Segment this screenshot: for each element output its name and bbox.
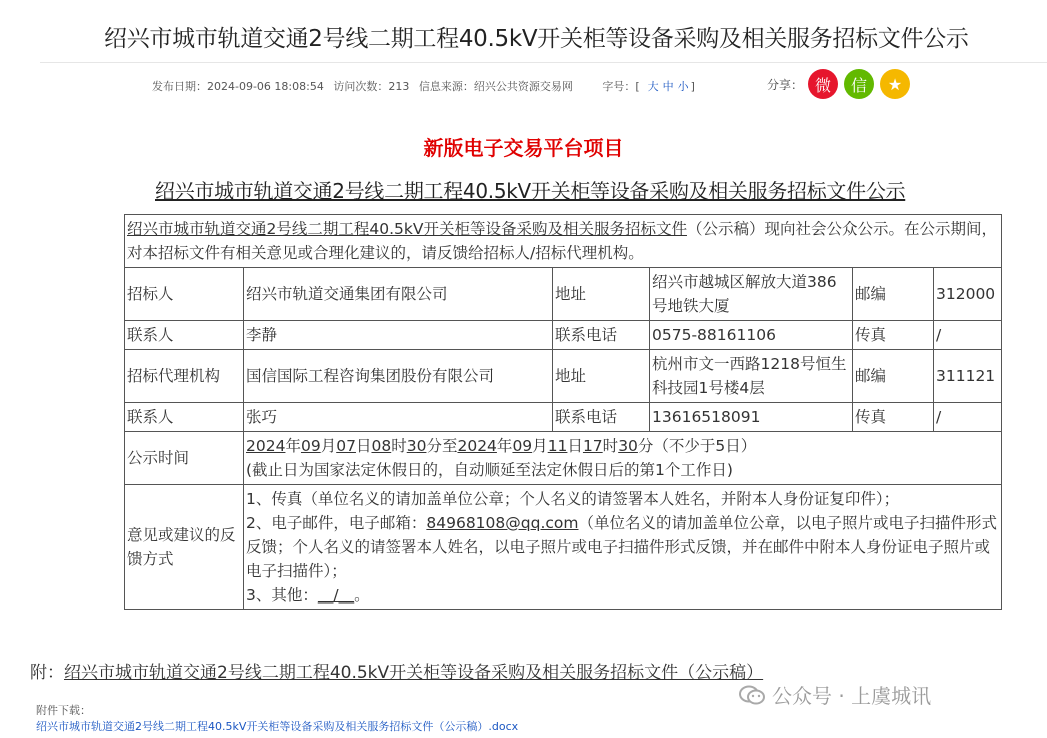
period-text: 时	[602, 437, 619, 455]
tenderer-phone: 0575-88161106	[650, 321, 853, 350]
agency-phone: 13616518091	[650, 403, 853, 432]
intro-text: （公示稿）现向社会公众公示。在公示期间，对本招标文件有相关意见或合理化建议的，请反馈给招标人/招标代理机构。	[127, 220, 997, 262]
phone-label: 联系电话	[553, 403, 650, 432]
tenderer-fax: /	[934, 321, 1002, 350]
period-end-year: 2024	[457, 437, 497, 455]
page-title: 绍兴市城市轨道交通2号线二期工程40.5kV开关柜等设备采购及相关服务招标文件公示	[104, 26, 969, 52]
platform-heading: 新版电子交易平台项目	[423, 136, 624, 160]
period-start-day: 07	[336, 437, 356, 455]
weibo-share-button[interactable]	[808, 69, 838, 99]
download-file-link[interactable]: 绍兴市城市轨道交通2号线二期工程40.5kV开关柜等设备采购及相关服务招标文件（公示稿）.docx	[36, 720, 519, 733]
intro-cell	[125, 215, 1002, 268]
feedback-label: 意见或建议的反馈方式	[125, 485, 244, 610]
wechat-share-button[interactable]	[844, 69, 874, 99]
agency-label: 招标代理机构	[125, 350, 244, 403]
agency-postcode: 311121	[934, 350, 1002, 403]
period-note: (截止日为国家法定休假日的，自动顺延至法定休假日后的第1个工作日)	[246, 461, 733, 479]
contact-label: 联系人	[125, 321, 244, 350]
period-text: 日	[355, 437, 372, 455]
period-end-minute: 30	[618, 437, 638, 455]
tenderer-contact-row	[125, 321, 1002, 350]
period-text: 月	[320, 437, 337, 455]
period-start-month: 09	[300, 437, 321, 455]
wechat-icon: 信	[850, 75, 867, 95]
period-end-day: 11	[547, 437, 568, 455]
period-start-hour: 08	[371, 437, 392, 455]
agency-fax: /	[934, 403, 1002, 432]
postcode-label: 邮编	[853, 350, 934, 403]
period-text: 年	[496, 437, 513, 455]
notice-table	[124, 214, 1002, 610]
period-label: 公示时间	[125, 432, 244, 485]
fax-label: 传真	[853, 403, 934, 432]
period-text: 年	[285, 437, 301, 455]
publish-date: 发布日期：2024-09-06 18:08:54	[152, 80, 324, 93]
intro-row	[125, 215, 1002, 268]
font-size-small-link[interactable]: 小	[677, 80, 689, 93]
tenderer-address: 绍兴市越城区解放大道386号地铁大厦	[650, 268, 853, 321]
period-row	[125, 432, 1002, 485]
tenderer-value: 绍兴市轨道交通集团有限公司	[244, 268, 553, 321]
feedback-other-prefix: 3、其他：	[246, 586, 318, 604]
period-text: 日	[567, 437, 583, 455]
period-value	[244, 432, 1002, 485]
period-text: 分（不少于5日）	[637, 437, 757, 455]
favorite-icon: ★	[887, 74, 903, 94]
feedback-fax: 1、传真（单位名义的请加盖单位公章；个人名义的请签署本人姓名，并附本人身份证复印件）；	[246, 490, 900, 508]
font-size-close: ]	[690, 80, 695, 93]
info-source: 信息来源：绍兴公共资源交易网	[418, 80, 573, 93]
wechat-official-account-icon	[738, 684, 766, 706]
attachment-line	[30, 658, 763, 683]
watermark	[738, 680, 931, 709]
article-meta	[152, 78, 701, 94]
feedback-other-value: __/__	[317, 586, 355, 604]
period-start-year: 2024	[246, 437, 286, 455]
attachment-link[interactable]: 绍兴市城市轨道交通2号线二期工程40.5kV开关柜等设备采购及相关服务招标文件（公示稿）	[64, 663, 764, 683]
contact-label: 联系人	[125, 403, 244, 432]
phone-label: 联系电话	[553, 321, 650, 350]
feedback-email-link[interactable]: 84968108@qq.com	[426, 514, 579, 532]
tenderer-row	[125, 268, 1002, 321]
period-end-month: 09	[512, 437, 533, 455]
visit-count: 访问次数：213	[333, 80, 410, 93]
tenderer-postcode: 312000	[934, 268, 1002, 321]
period-end-hour: 17	[582, 437, 603, 455]
period-text: 分至	[426, 437, 458, 455]
postcode-label: 邮编	[853, 268, 934, 321]
agency-row	[125, 350, 1002, 403]
font-size-label: 字号：[	[602, 80, 640, 93]
favorite-share-button[interactable]	[880, 69, 910, 99]
share-label: 分享：	[767, 78, 804, 92]
feedback-email-text: （单位名义的请加盖单位公章，以电子照片或电子扫描件形式反馈；个人名义的请签署本人姓名，以电子照片或电子扫描件形式反馈，并在邮件中附本人身份证电子照片或电子扫描件）；	[246, 514, 997, 580]
weibo-icon: 微	[814, 75, 831, 95]
feedback-value	[244, 485, 1002, 610]
document-title: 绍兴市城市轨道交通2号线二期工程40.5kV开关柜等设备采购及相关服务招标文件公示	[155, 179, 906, 203]
attachment-prefix: 附：	[30, 663, 64, 683]
download-label: 附件下载：	[36, 704, 91, 717]
tenderer-contact: 李静	[244, 321, 553, 350]
agency-contact: 张巧	[244, 403, 553, 432]
period-start-minute: 30	[406, 437, 427, 455]
agency-contact-row	[125, 403, 1002, 432]
font-size-medium-link[interactable]: 中	[662, 80, 674, 93]
agency-value: 国信国际工程咨询集团股份有限公司	[244, 350, 553, 403]
period-text: 月	[532, 437, 548, 455]
address-label: 地址	[553, 350, 650, 403]
feedback-row	[125, 485, 1002, 610]
font-size-large-link[interactable]: 大	[647, 80, 659, 93]
agency-address: 杭州市文一西路1218号恒生科技园1号楼4层	[650, 350, 853, 403]
intro-document-link[interactable]: 绍兴市城市轨道交通2号线二期工程40.5kV开关柜等设备采购及相关服务招标文件	[127, 220, 687, 238]
period-text: 时	[391, 437, 407, 455]
watermark-text: 公众号 · 上虞城讯	[772, 684, 932, 708]
address-label: 地址	[553, 268, 650, 321]
tenderer-label: 招标人	[125, 268, 244, 321]
title-divider	[40, 62, 1047, 63]
feedback-other-suffix: 。	[354, 586, 370, 604]
feedback-email-prefix: 2、电子邮件，电子邮箱：	[246, 514, 427, 532]
fax-label: 传真	[853, 321, 934, 350]
